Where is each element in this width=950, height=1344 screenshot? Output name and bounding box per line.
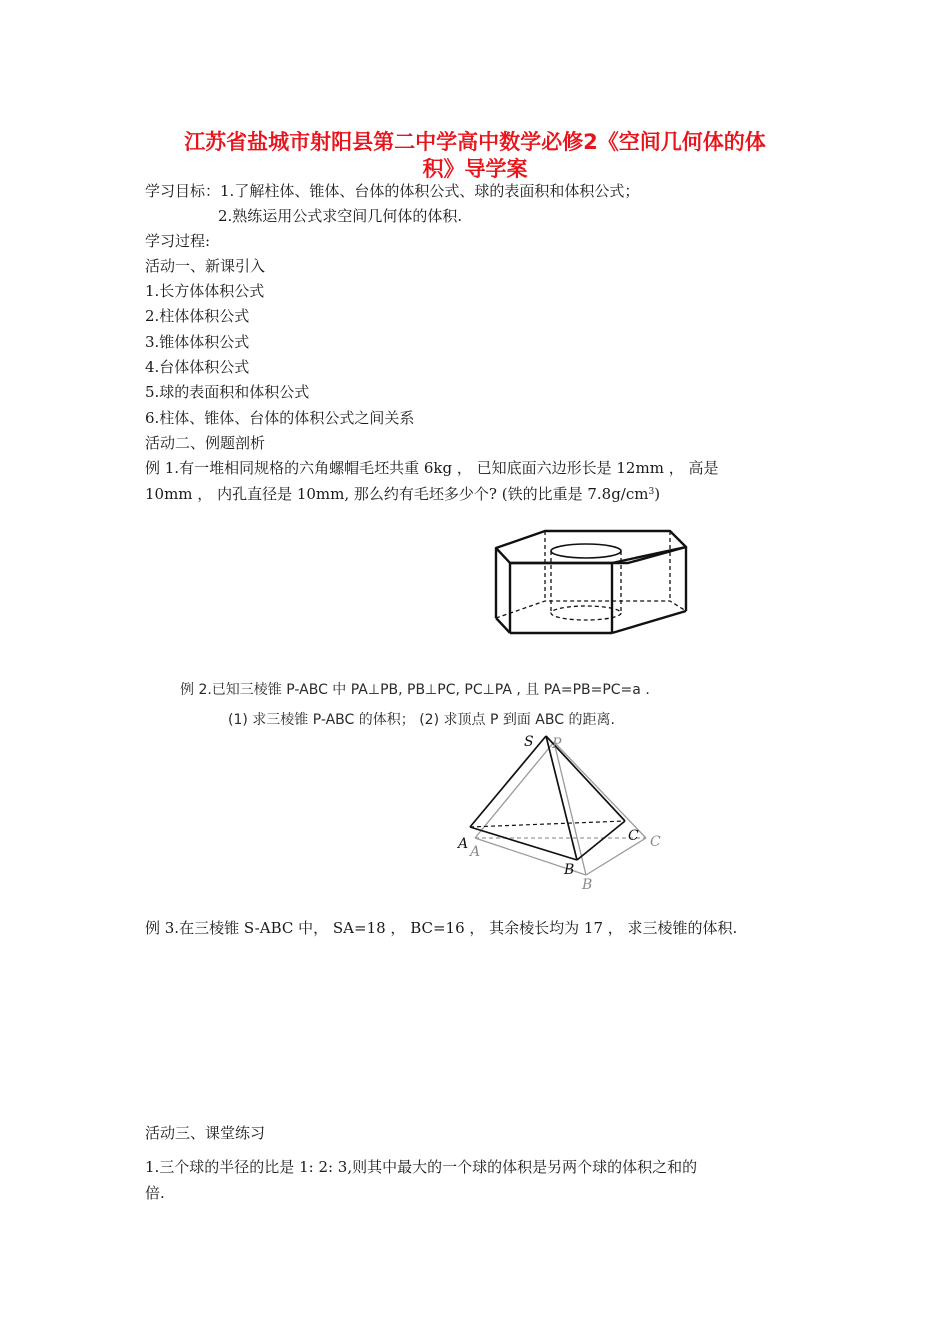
pyramid-s-edge-sa [470,736,546,827]
doc-title-line1: 江苏省盐城市射阳县第二中学高中数学必修2《空间几何体的体 [184,130,766,154]
activity1-item-3: 3.锥体体积公式 [145,333,250,351]
pyramid-s-base-ab [470,827,577,860]
nut-top-right-edge [612,547,686,563]
bore-bottom-ellipse [551,606,621,620]
example2-line1: 例 2.已知三棱锥 P-ABC 中 PA⊥PB, PB⊥PC, PC⊥PA , 且 PA=PB=PC=a . [180,682,650,698]
process-label: 学习过程: [145,232,211,250]
practice-q1-line1: 1.三个球的半径的比是 1: 2: 3,则其中最大的一个球的体积是另两个球的体积之和的 [145,1158,698,1176]
example3: 例 3.在三棱锥 S-ABC 中， SA=18 ， BC=16 ， 其余棱长均为 17 ， 求三棱锥的体积. [145,919,738,937]
example1-line2-end: ) [654,485,661,503]
pyramid-s-edge-sb [546,736,577,860]
objective-item-2: 2.熟练运用公式求空间几何体的体积. [218,207,463,225]
label-b-dark: B [564,862,575,878]
label-a-dark: A [458,836,469,852]
label-b-light: B [582,877,593,893]
nut-hidden-back-edges [496,601,686,618]
example1-line2-main: 10mm ， 内孔直径是 10mm, 那么约有毛坯多少个? (铁的比重是 7.8g/cm [145,485,649,503]
objective-item-1: 1.了解柱体、锥体、台体的体积公式、球的表面积和体积公式； [220,182,640,200]
label-a-light: A [470,844,481,860]
objectives-label: 学习目标： [145,182,221,200]
practice-q1-line2: 倍. [145,1184,165,1202]
activity1-title: 活动一、新课引入 [145,257,266,275]
activity1-item-5: 5.球的表面积和体积公式 [145,383,310,401]
label-c-light: C [650,834,661,850]
nut-bottom-left [496,618,510,633]
activity1-item-1: 1.长方体体积公式 [145,282,265,300]
pyramid-s-base-bc [577,821,625,860]
label-s: S [524,734,534,750]
activity3-title: 活动三、课堂练习 [145,1124,266,1142]
hex-nut-figure [490,523,690,638]
example1-line1: 例 1.有一堆相同规格的六角螺帽毛坯共重 6kg ， 已知底面六边形长是 12mm ， 高是 [145,459,719,477]
pyramid-s-base-ac-hidden [470,821,625,827]
nut-bottom-right [612,611,686,633]
example1-unit-exponent: 3 [648,487,655,497]
pyramid-p-edge-pa [475,742,554,838]
activity1-item-6: 6.柱体、锥体、台体的体积公式之间关系 [145,409,415,427]
label-c-dark: C [628,828,639,844]
label-p: P [552,736,562,752]
pyramid-figure [450,730,680,895]
activity1-item-2: 2.柱体体积公式 [145,307,250,325]
example2-line2: (1) 求三棱锥 P-ABC 的体积； (2) 求顶点 P 到面 ABC 的距离. [228,712,615,728]
activity2-title: 活动二、例题剖析 [145,434,266,452]
bore-top-ellipse [551,544,621,558]
doc-title-line2: 积》导学案 [422,157,528,181]
example1-line2 [145,484,660,504]
objectives-line1 [145,181,639,201]
activity1-item-4: 4.台体体积公式 [145,358,250,376]
